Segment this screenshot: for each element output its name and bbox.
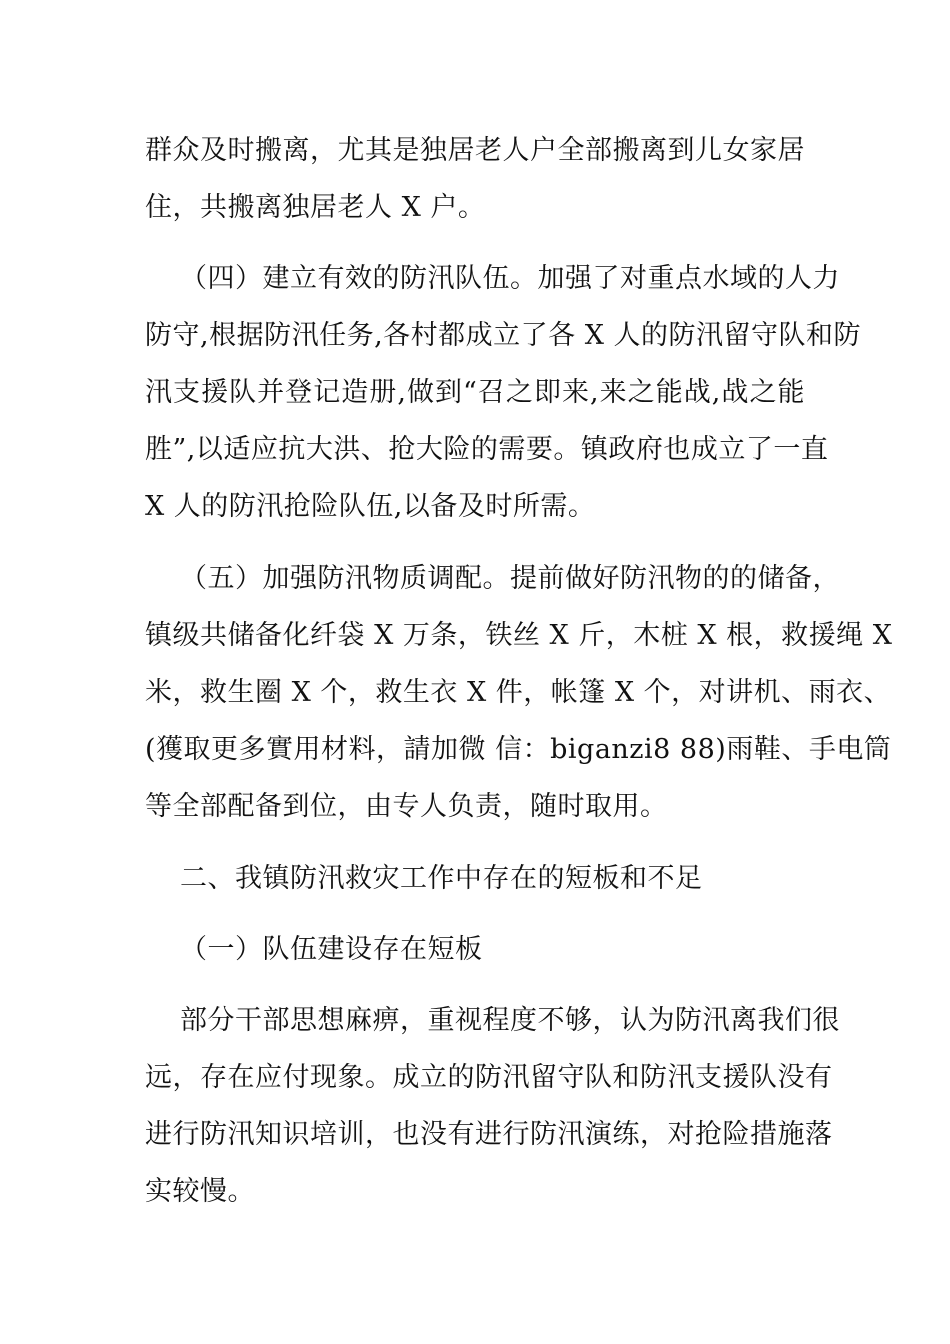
- text-line: 米，救生圈 X 个，救生衣 X 件，帐篷 X 个，对讲机、雨衣、: [145, 677, 892, 708]
- text-line: 进行防汛知识培训，也没有进行防汛演练，对抢险措施落: [145, 1119, 833, 1150]
- text-line: 等全部配备到位，由专人负责，随时取用。: [145, 791, 668, 822]
- text-line: 胜”,以适应抗大洪、抢大险的需要。镇政府也成立了一直: [145, 434, 829, 465]
- text-line: 镇级共储备化纤袋 X 万条，铁丝 X 斤，木桩 X 根，救援绳 X: [145, 620, 893, 651]
- text-line: 住，共搬离独居老人 X 户。: [145, 192, 486, 223]
- text-line: 实较慢。: [145, 1176, 255, 1207]
- text-line: 部分干部思想麻痹，重视程度不够，认为防汛离我们很: [180, 1005, 840, 1036]
- section-heading: 二、我镇防汛救灾工作中存在的短板和不足: [180, 863, 703, 894]
- text-line: （四）建立有效的防汛队伍。加强了对重点水域的人力: [180, 263, 840, 294]
- text-line: 群众及时搬离，尤其是独居老人户全部搬离到儿女家居: [145, 135, 805, 166]
- text-line: 防守,根据防汛任务,各村都成立了各 X 人的防汛留守队和防: [145, 320, 862, 351]
- text-line: X 人的防汛抢险队伍,以备及时所需。: [145, 491, 596, 522]
- subsection-heading: （一）队伍建设存在短板: [180, 934, 483, 965]
- text-line: (獲取更多實用材料，請加微 信：biganzi8 88)雨鞋、手电筒: [145, 734, 892, 765]
- text-line: 远，存在应付现象。成立的防汛留守队和防汛支援队没有: [145, 1062, 833, 1093]
- text-line: 汛支援队并登记造册,做到“召之即来,来之能战,战之能: [145, 377, 805, 408]
- text-line: （五）加强防汛物质调配。提前做好防汛物的的储备，: [180, 563, 840, 594]
